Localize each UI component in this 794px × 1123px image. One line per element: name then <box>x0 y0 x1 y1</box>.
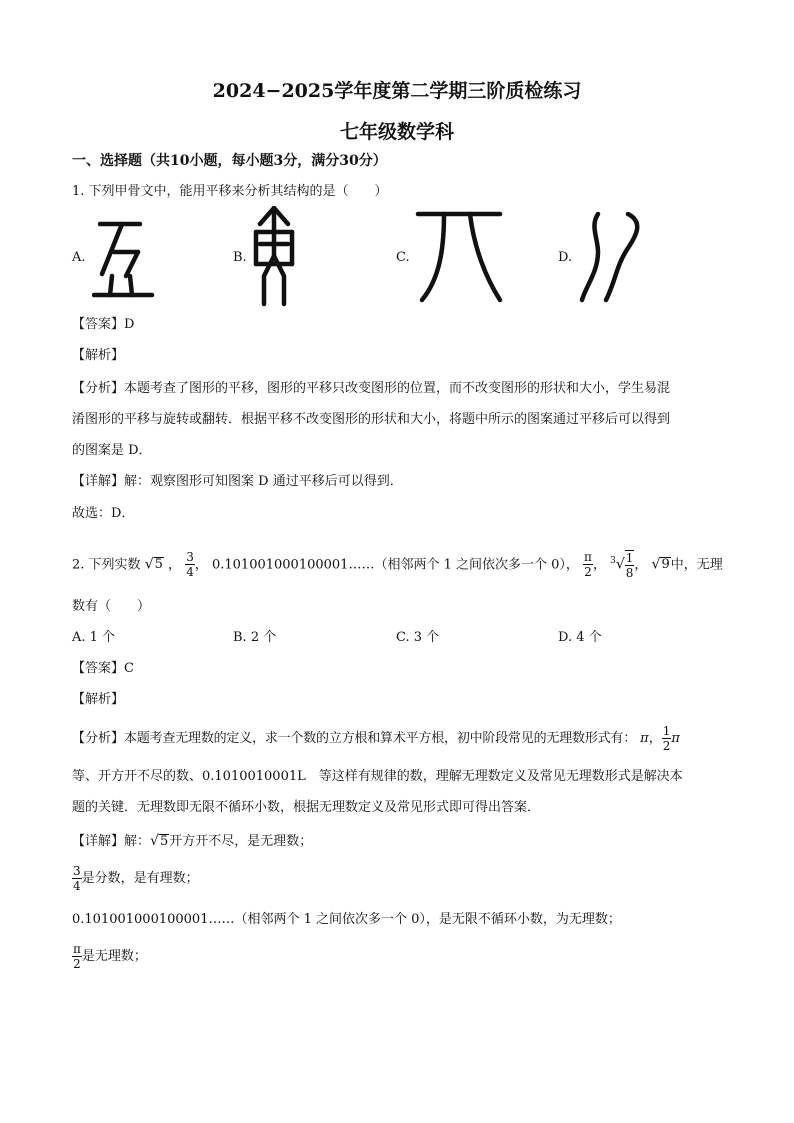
detail-label: 【详解】 <box>72 474 125 489</box>
detail-1: 开方开不尽，是无理数； <box>169 834 313 849</box>
q1-option-c-label: C. <box>396 250 410 265</box>
fenxi-text: 本题考查了图形的平移，图形的平移只改变图形的位置，而不改变图形的形状和大小，学生易混 <box>124 381 671 396</box>
denominator: 2 <box>73 957 81 971</box>
answer-value: D <box>124 317 135 332</box>
q2-detail-line1 <box>72 831 312 852</box>
detail-text: 解：观察图形可知图案 D 通过平移后可以得到． <box>124 474 403 489</box>
section-heading: 一、选择题（共10小题，每小题3分，满分30分） <box>72 153 387 169</box>
fenxi-label: 【分析】 <box>72 731 125 746</box>
q2-fenxi-line2: 等、开方开不尽的数、0.1010010001L 等这样有规律的数，理解无理数定义及常见无理数形式是解决本 <box>72 769 683 784</box>
numerator: π <box>73 942 81 956</box>
denominator: 8 <box>625 565 634 580</box>
fenxi-label: 【分析】 <box>72 381 125 396</box>
q2-stem-start: 2. 下列实数 <box>72 557 141 573</box>
fenxi-text: 本题考查无理数的定义，求一个数的立方根和算术平方根，初中阶段常见的无理数形式有： <box>124 731 637 746</box>
sqrt-icon: √ <box>150 833 159 849</box>
q2-stem <box>72 544 723 582</box>
q1-option-d-label: D. <box>558 250 573 265</box>
q2-cbrt-frac <box>625 550 635 580</box>
q2-detail-line4 <box>72 940 147 974</box>
comma: ， <box>194 557 208 573</box>
numerator: π <box>584 550 592 565</box>
numerator: 1 <box>662 724 671 738</box>
q2-sqrt9: 9 <box>661 557 670 573</box>
q1-analysis-label: 【解析】 <box>72 348 125 363</box>
q2-fenxi-line1: 【分析】本题考查无理数的定义，求一个数的立方根和算术平方根，初中阶段常见的无理数形式有： π， $\frac{1}{2}$ π <box>72 724 680 753</box>
oracle-glyph-d-icon <box>576 210 644 306</box>
q1-detail <box>72 472 403 492</box>
q2-seq: 0.101001000100001……（相邻两个 1 之间依次多一个 0）， <box>211 557 579 573</box>
detail-2: 是分数，是有理数； <box>81 871 199 886</box>
q2-detail-line3: 0.101001000100001……（相邻两个 1 之间依次多一个 0），是无限不循环小数，为无理数； <box>72 912 621 927</box>
q1-option-a-label: A. <box>72 250 86 265</box>
q1-fenxi-line1 <box>72 379 670 399</box>
denominator: 2 <box>662 739 671 753</box>
q1-choose: 故选：D． <box>72 506 135 521</box>
q2-frac-pi-2 <box>583 550 593 579</box>
q2-analysis-label: 【解析】 <box>72 692 125 707</box>
denominator: 2 <box>584 565 592 580</box>
denominator: 4 <box>73 879 81 893</box>
detail-sqrt5: 5 <box>159 834 169 849</box>
q2-option-a: A. 1 个 <box>72 630 116 645</box>
page-subtitle: 七年级数学科 <box>339 121 454 143</box>
answer-label: 【答案】 <box>72 661 125 676</box>
q2-fenxi-line3: 题的关键．无理数即无限不循环小数，根据无理数定义及常见形式即可得出答案． <box>72 800 541 815</box>
answer-label: 【答案】 <box>72 317 125 332</box>
q1-fenxi-line3: 的图案是 D． <box>72 443 152 458</box>
q2-detail-line2 <box>72 862 199 896</box>
detail-label: 【详解】 <box>72 834 125 849</box>
oracle-glyph-b-icon <box>246 206 302 308</box>
q2-option-b: B. 2 个 <box>233 630 277 645</box>
sqrt-icon: √ <box>651 556 661 573</box>
cbrt-index: 3 <box>610 556 616 566</box>
page-title: 2024−2025学年度第二学期三阶质检练习 <box>212 80 582 102</box>
frac-pi-2 <box>72 942 82 971</box>
pi-symbol: π <box>640 731 649 746</box>
q2-frac-3-4 <box>185 550 195 579</box>
q2-sqrt5: 5 <box>154 557 163 573</box>
q2-answer <box>72 659 134 679</box>
q1-answer <box>72 315 134 335</box>
frac-3-4 <box>72 864 82 893</box>
q2-option-d: D. 4 个 <box>558 630 602 645</box>
q2-stem-line2: 数有（ ） <box>72 599 151 614</box>
detail-intro: 解： <box>124 834 151 849</box>
comma: ， <box>592 557 606 573</box>
q2-option-c: C. 3 个 <box>396 630 440 645</box>
comma: ， <box>634 557 648 573</box>
q1-fenxi-line2: 淆图形的平移与旋转或翻转．根据平移不改变图形的形状和大小，将题中所示的图案通过平移后可以得到 <box>72 412 671 427</box>
detail-4: 是无理数； <box>81 949 147 964</box>
numerator: 3 <box>186 550 194 565</box>
q1-stem: 1. 下列甲骨文中，能用平移来分析其结构的是（ ） <box>72 184 388 199</box>
q2-stem-end: 中，无理 <box>670 557 723 573</box>
comma: ， <box>168 557 182 573</box>
sqrt-icon: √ <box>144 556 154 573</box>
numerator: 3 <box>73 864 81 878</box>
pi-symbol: π <box>671 731 680 746</box>
cbrt-icon: √ <box>615 556 625 573</box>
oracle-glyph-c-icon <box>414 208 506 306</box>
q1-option-b-label: B. <box>233 250 247 265</box>
half-frac <box>662 724 672 753</box>
answer-value: C <box>124 661 134 676</box>
denominator: 4 <box>186 565 194 580</box>
oracle-glyph-a-icon <box>92 216 156 300</box>
numerator: 1 <box>625 550 634 565</box>
